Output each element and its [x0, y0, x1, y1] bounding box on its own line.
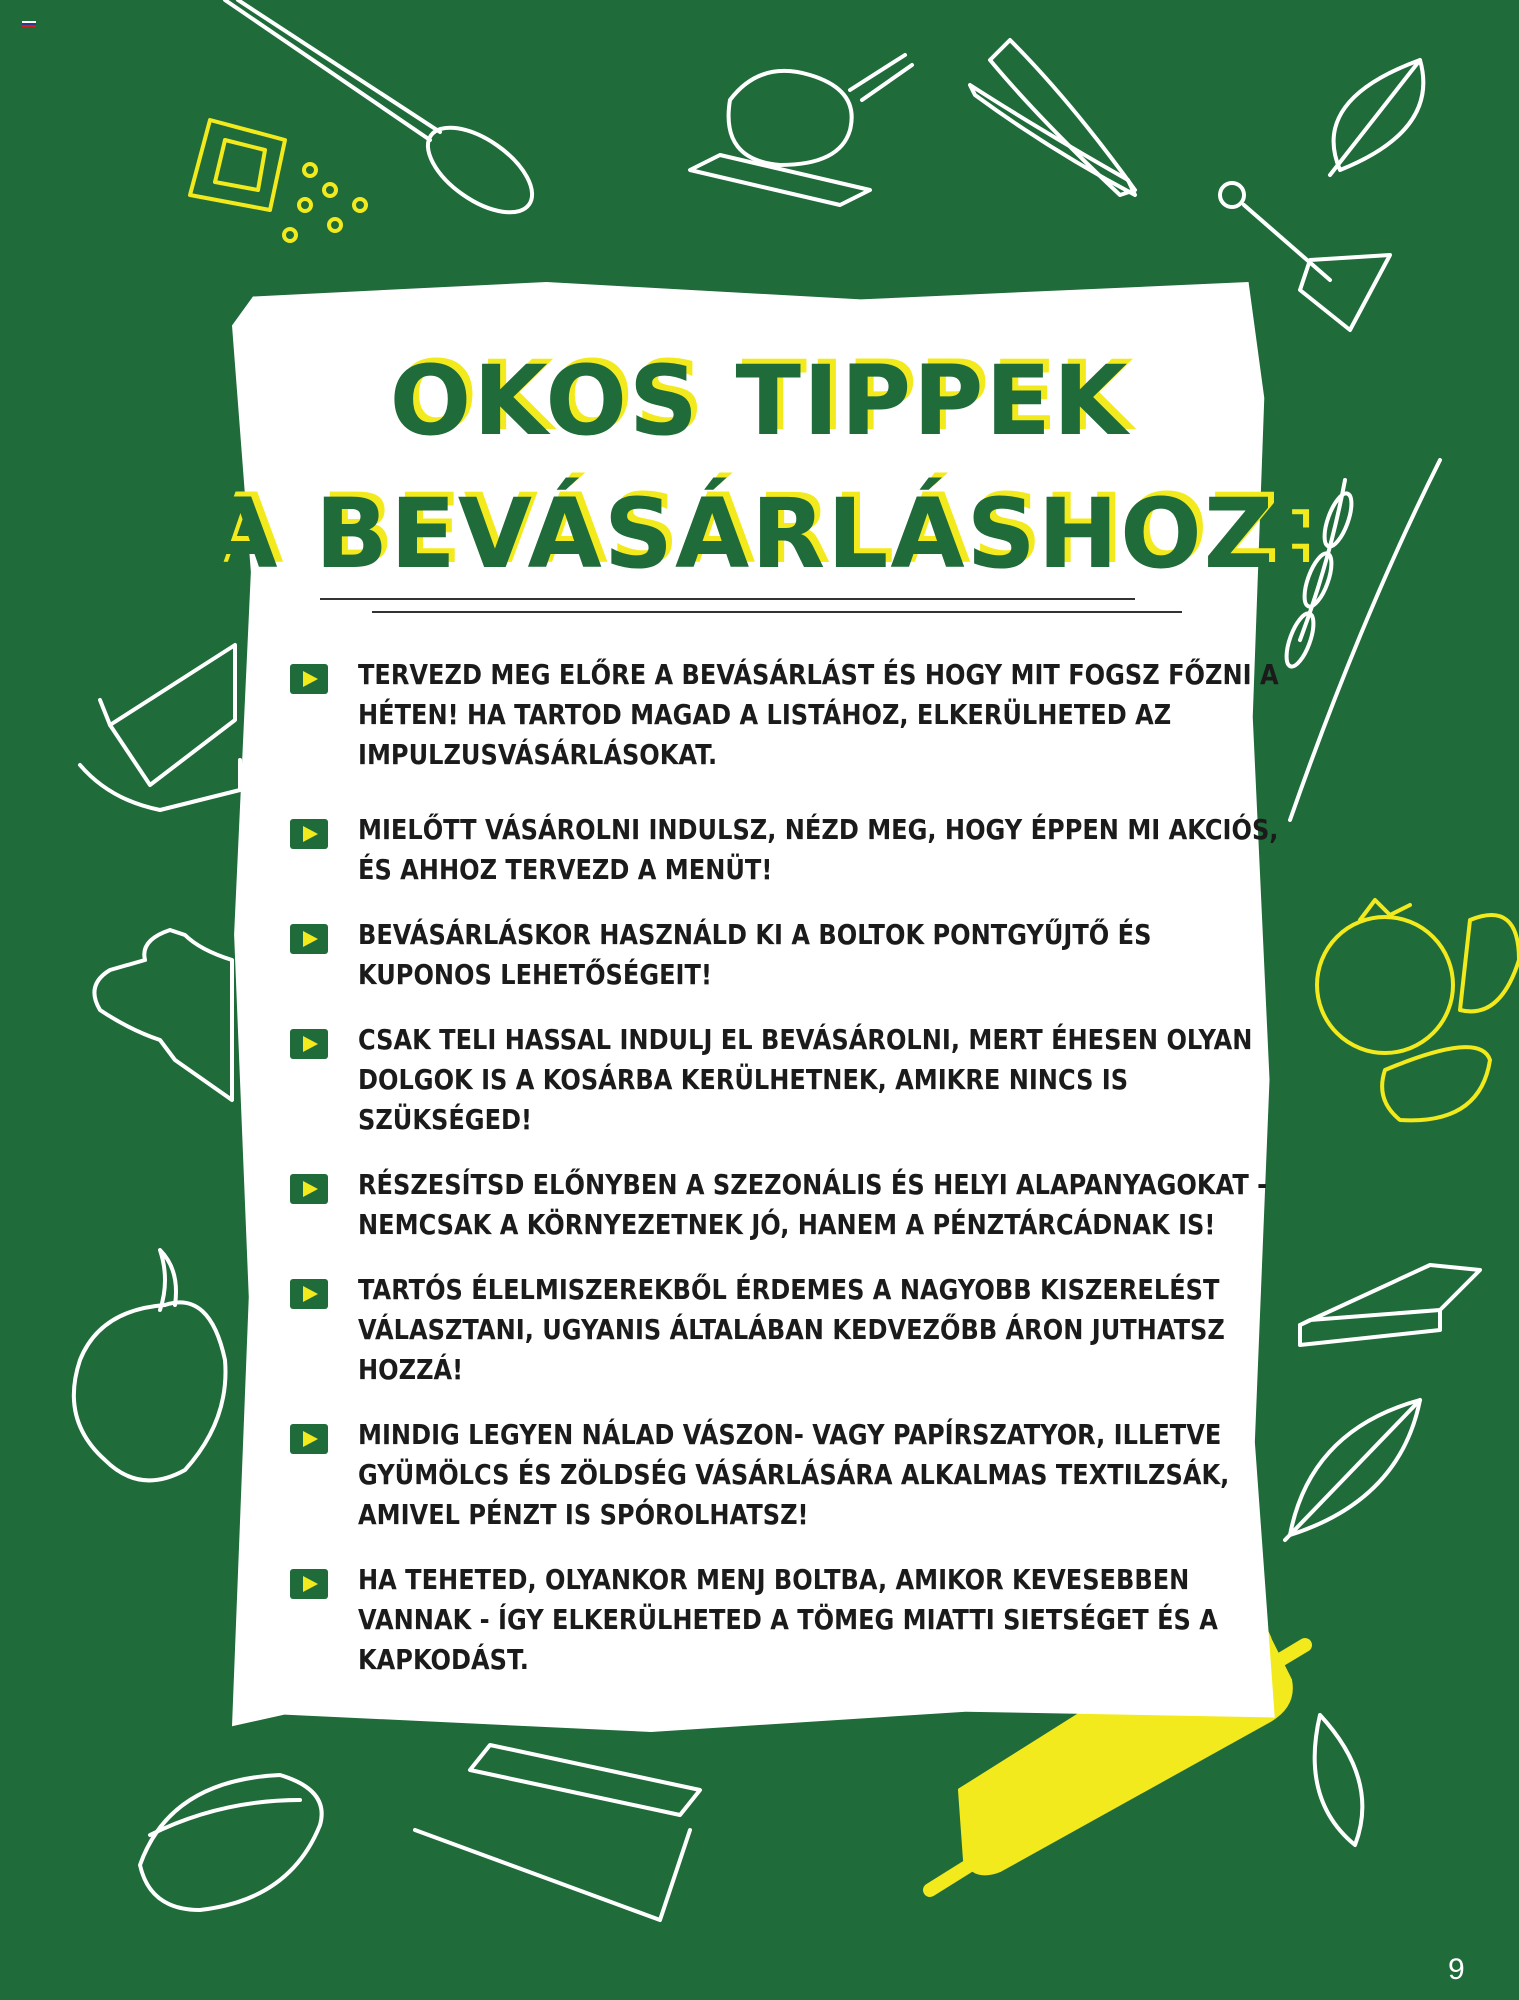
- page-number: 9: [1448, 1953, 1465, 1986]
- pepper-icon: [74, 1250, 226, 1480]
- tip-text: HA TEHETED, OLYANKOR MENJ BOLTBA, AMIKOR KEVESEBBEN VANNAK - ÍGY ELKERÜLHETED A TÖMEG MIATTI SIETSÉGET ÉS A KAPKODÁST.: [358, 1563, 1218, 1676]
- tip-text: RÉSZESÍTSD ELŐNYBEN A SZEZONÁLIS ÉS HELYI ALAPANYAGOKAT - NEMCSAK A KÖRNYEZETNEK JÓ, HANEM A PÉNZTÁRCÁDNAK IS!: [358, 1168, 1268, 1241]
- flag-icon: [22, 21, 36, 29]
- tip-text: TARTÓS ÉLELMISZEREKBŐL ÉRDEMES A NAGYOBB KISZERELÉST VÁLASZTANI, UGYANIS ÁLTALÁBAN KEDVEZŐBB ÁRON JUTHATSZ HOZZÁ!: [358, 1273, 1225, 1386]
- bowl-icon: [140, 1775, 322, 1910]
- tip-text: TERVEZD MEG ELŐRE A BEVÁSÁRLÁST ÉS HOGY MIT FOGSZ FŐZNI A HÉTEN! HA TARTOD MAGAD A LISTÁHOZ, ELKERÜLHETED AZ IMPULZUSVÁSÁRLÁSOKAT.: [358, 658, 1279, 771]
- tip-item: [290, 1165, 1268, 1245]
- leaf-icon: [1285, 1400, 1420, 1540]
- seed-bag-icon: [190, 120, 366, 241]
- play-bullet-icon: [290, 1279, 328, 1309]
- butter-dish-icon: [80, 645, 240, 810]
- tip-item: [290, 1270, 1225, 1390]
- page-title-line-1: OKOS TIPPEK: [389, 345, 1130, 457]
- tip-item: [290, 915, 1225, 995]
- leaf-icon: [1315, 1715, 1363, 1845]
- play-bullet-icon: [290, 664, 328, 694]
- tip-text: MINDIG LEGYEN NÁLAD VÁSZON- VAGY PAPÍRSZATYOR, ILLETVE GYÜMÖLCS ÉS ZÖLDSÉG VÁSÁRLÁSÁRA ALKALMAS TEXTILZSÁK, AMIVEL PÉNZT IS SPÓROLHATSZ!: [358, 1418, 1230, 1531]
- tip-text: CSAK TELI HASSAL INDULJ EL BEVÁSÁROLNI, MERT ÉHESEN OLYAN DOLGOK IS A KOSÁRBA KERÜLHETNEK, AMIKRE NINCS IS SZÜKSÉGED!: [358, 1023, 1253, 1136]
- tip-text: BEVÁSÁRLÁSKOR HASZNÁLD KI A BOLTOK PONTGYŰJTŐ ÉS KUPONOS LEHETŐSÉGEIT!: [358, 918, 1152, 991]
- tongs-icon: [970, 40, 1135, 195]
- tips-list: [290, 655, 1279, 1680]
- page-title-line-2: A BEVÁSÁRLÁSHOZ:: [203, 478, 1316, 590]
- play-bullet-icon: [290, 1029, 328, 1059]
- cheese-icon: [1300, 1265, 1480, 1345]
- play-bullet-icon: [290, 1174, 328, 1204]
- title-underline-top: [320, 598, 1135, 600]
- bread-icon: [690, 55, 912, 205]
- play-bullet-icon: [290, 1424, 328, 1454]
- play-bullet-icon: [290, 1569, 328, 1599]
- cow-icon: [94, 930, 232, 1100]
- tip-item: [290, 810, 1279, 890]
- tip-item: [290, 1020, 1253, 1140]
- title-underline-bottom: [372, 611, 1182, 613]
- tip-text: MIELŐTT VÁSÁROLNI INDULSZ, NÉZD MEG, HOGY ÉPPEN MI AKCIÓS, ÉS AHHOZ TERVEZD A MENÜT!: [358, 813, 1279, 886]
- foil-roll-icon: [415, 1745, 700, 1920]
- tip-item: [290, 655, 1279, 775]
- tomato-icon: [1317, 900, 1519, 1120]
- leaf-icon: [1330, 60, 1423, 175]
- play-bullet-icon: [290, 924, 328, 954]
- tip-item: [290, 1415, 1230, 1535]
- play-bullet-icon: [290, 819, 328, 849]
- tip-item: [290, 1560, 1225, 1680]
